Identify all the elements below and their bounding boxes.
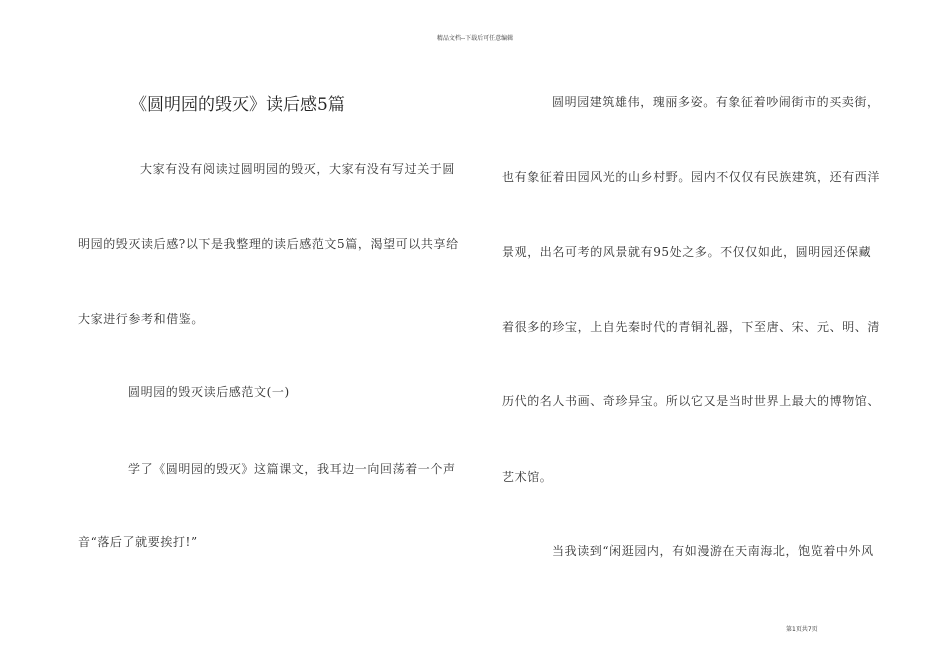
page-number: 第1页共7页 [786,626,818,633]
left-paragraph-line: 音“落后了就要挨打!” [78,535,198,549]
left-paragraph-line: 大家有没有阅读过圆明园的毁灭，大家有没有写过关于圆 [140,162,456,176]
right-paragraph-line: 当我读到“闲逛园内，有如漫游在天南海北，饱览着中外风 [552,544,874,558]
left-paragraph-line: 明园的毁灭读后感?以下是我整理的读后感范文5篇，渴望可以共享给 [78,237,459,251]
right-paragraph-line: 圆明园建筑雄伟，瑰丽多姿。有象征着吵闹街市的买卖街， [552,95,880,109]
right-paragraph-line: 也有象征着田园风光的山乡村野。园内不仅仅有民族建筑，还有西洋 [502,170,881,184]
document-title: 《圆明园的毁灭》读后感5篇 [130,95,345,115]
left-paragraph-line: 学了《圆明园的毁灭》这篇课文，我耳边一向回荡着一个声 [128,462,456,476]
section-heading: 圆明园的毁灭读后感范文(一) [128,385,290,399]
right-paragraph-line: 着很多的珍宝，上自先秦时代的青铜礼器，下至唐、宋、元、明、清 [502,320,881,334]
document-header-note: 精品文档--下载后可任意编辑 [436,35,514,42]
right-paragraph-line: 景观，出名可考的风景就有95处之多。不仅仅如此，圆明园还保藏 [502,245,872,259]
right-paragraph-line: 艺术馆。 [502,470,553,484]
left-paragraph-line: 大家进行参考和借鉴。 [78,312,205,326]
right-paragraph-line: 历代的名人书画、奇珍异宝。所以它又是当时世界上最大的博物馆、 [502,394,881,408]
